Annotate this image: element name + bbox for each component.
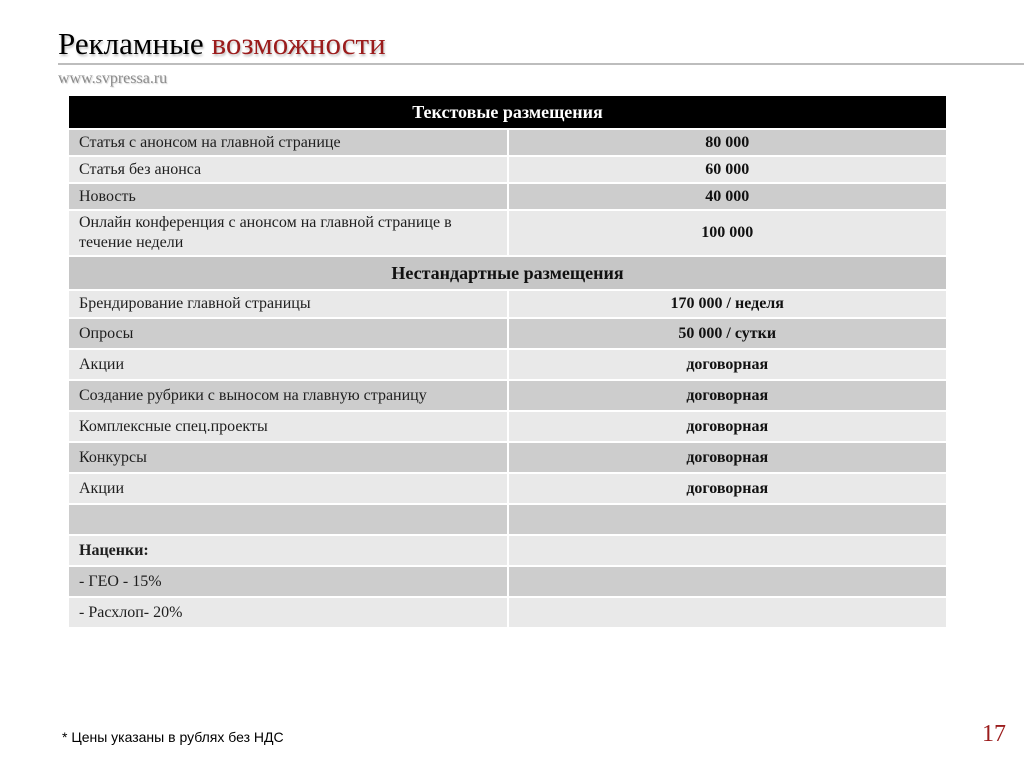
page-title xyxy=(58,24,386,64)
row-price: 50 000 / сутки xyxy=(508,318,948,349)
pricing-table xyxy=(67,94,948,629)
row-price: договорная xyxy=(508,380,948,411)
row-name: Новость xyxy=(68,183,508,210)
empty-cell xyxy=(508,597,948,628)
table-row xyxy=(68,566,947,597)
website-url: www.svpressa.ru xyxy=(58,70,168,87)
row-price: 40 000 xyxy=(508,183,948,210)
empty-row xyxy=(68,504,947,535)
markup-item: - Расхлоп- 20% xyxy=(68,597,508,628)
row-price: договорная xyxy=(508,473,948,504)
section-header-nonstandard: Нестандартные размещения xyxy=(68,256,947,290)
row-name: Конкурсы xyxy=(68,442,508,473)
table-header-row xyxy=(68,95,947,129)
table-row xyxy=(68,473,947,504)
markup-item: - ГЕО - 15% xyxy=(68,566,508,597)
row-price: 170 000 / неделя xyxy=(508,290,948,318)
row-price: договорная xyxy=(508,442,948,473)
table-row xyxy=(68,349,947,380)
empty-cell xyxy=(68,504,508,535)
markups-label: Наценки: xyxy=(68,535,508,566)
table-row xyxy=(68,129,947,156)
row-name: Онлайн конференция с анонсом на главной странице в течение недели xyxy=(68,210,508,256)
table-row xyxy=(68,597,947,628)
table-row xyxy=(68,535,947,566)
title-plain: Рекламные xyxy=(58,26,204,61)
section-header-text-placements: Текстовые размещения xyxy=(68,95,947,129)
table-row xyxy=(68,318,947,349)
row-price: 100 000 xyxy=(508,210,948,256)
row-price: 80 000 xyxy=(508,129,948,156)
row-name: Акции xyxy=(68,349,508,380)
empty-cell xyxy=(508,504,948,535)
row-name: Комплексные спец.проекты xyxy=(68,411,508,442)
empty-cell xyxy=(508,535,948,566)
row-price: 60 000 xyxy=(508,156,948,183)
section-row xyxy=(68,256,947,290)
row-name: Создание рубрики с выносом на главную страницу xyxy=(68,380,508,411)
table-row xyxy=(68,411,947,442)
row-name: Опросы xyxy=(68,318,508,349)
table-row xyxy=(68,183,947,210)
table-row xyxy=(68,290,947,318)
row-price: договорная xyxy=(508,349,948,380)
empty-cell xyxy=(508,566,948,597)
table-row xyxy=(68,442,947,473)
title-divider xyxy=(58,63,1024,65)
table-row xyxy=(68,210,947,256)
title-accent: возможности xyxy=(211,26,386,61)
page-number: 17 xyxy=(982,721,1006,747)
row-name: Акции xyxy=(68,473,508,504)
row-name: Статья без анонса xyxy=(68,156,508,183)
footnote: * Цены указаны в рублях без НДС xyxy=(62,729,284,745)
table-row xyxy=(68,380,947,411)
row-name: Статья с анонсом на главной странице xyxy=(68,129,508,156)
row-price: договорная xyxy=(508,411,948,442)
table-row xyxy=(68,156,947,183)
row-name: Брендирование главной страницы xyxy=(68,290,508,318)
